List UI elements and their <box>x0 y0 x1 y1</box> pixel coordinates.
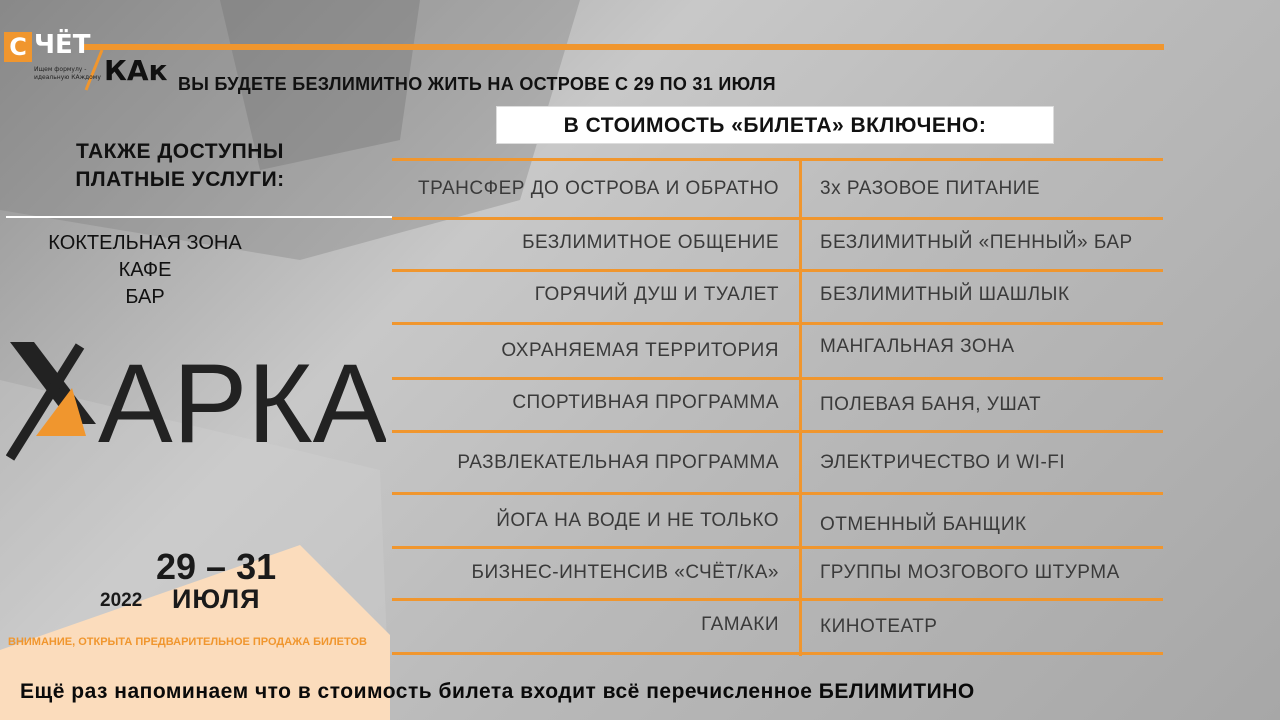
arka-wordmark: АРКА <box>98 341 386 466</box>
included-item-left: РАЗВЛЕКАТЕЛЬНАЯ ПРОГРАММА <box>457 452 779 473</box>
included-item-left: БИЗНЕС-ИНТЕНСИВ «СЧЁТ/КА» <box>471 562 779 583</box>
footer-reminder: Ещё раз напоминаем что в стоимость билета входит всё перечисленное БЕЛИМИТИНО <box>20 680 975 703</box>
table-row-divider <box>392 492 1163 495</box>
included-item-left: ГОРЯЧИЙ ДУШ И ТУАЛЕТ <box>534 284 779 305</box>
included-title: В СТОИМОСТЬ «БИЛЕТА» ВКЛЮЧЕНО: <box>496 106 1054 144</box>
table-row-divider <box>392 269 1163 272</box>
paid-title-line: ПЛАТНЫЕ УСЛУГИ: <box>75 168 285 191</box>
paid-title-line: ТАКЖЕ ДОСТУПНЫ <box>76 140 284 163</box>
table-row-divider <box>392 430 1163 433</box>
included-item-right: ОТМЕННЫЙ БАНЩИК <box>820 514 1027 535</box>
paid-service-item: КОКТЕЛЬНАЯ ЗОНА <box>48 232 242 254</box>
included-item-left: СПОРТИВНАЯ ПРОГРАММА <box>512 392 779 413</box>
included-item-right: 3х РАЗОВОЕ ПИТАНИЕ <box>820 178 1041 199</box>
included-item-right: БЕЗЛИМИТНЫЙ ШАШЛЫК <box>820 284 1070 305</box>
date-range: 29 – 31 <box>156 546 277 587</box>
included-item-right: ПОЛЕВАЯ БАНЯ, УШАТ <box>820 394 1042 415</box>
headline: ВЫ БУДЕТЕ БЕЗЛИМИТНО ЖИТЬ НА ОСТРОВЕ С 29 ПО 31 ИЮЛЯ <box>178 74 776 94</box>
included-item-right: КИНОТЕАТР <box>820 616 938 637</box>
table-row-divider <box>392 377 1163 380</box>
table-row-divider <box>392 217 1163 220</box>
paid-service-item: КАФЕ <box>118 259 172 281</box>
included-item-left: БЕЗЛИМИТНОЕ ОБЩЕНИЕ <box>522 232 779 253</box>
table-row-divider <box>392 322 1163 325</box>
logo-ka: КАк <box>104 54 168 87</box>
paid-service-item: БАР <box>125 286 165 308</box>
arka-logo-icon <box>6 338 386 468</box>
included-item-right: ЭЛЕКТРИЧЕСТВО И WI-FI <box>820 452 1066 473</box>
top-accent-line <box>80 44 1164 50</box>
table-row-divider <box>392 158 1163 161</box>
included-item-left: ГАМАКИ <box>701 614 779 635</box>
table-vertical-divider <box>799 158 802 656</box>
logo-letter-c: С <box>4 32 32 62</box>
table-row-divider <box>392 546 1163 549</box>
arka-logo <box>6 338 386 472</box>
paid-services-list <box>0 230 290 311</box>
included-item-left: ОХРАНЯЕМАЯ ТЕРРИТОРИЯ <box>501 340 779 361</box>
table-row-divider <box>392 652 1163 655</box>
included-item-left: ЙОГА НА ВОДЕ И НЕ ТОЛЬКО <box>496 510 779 531</box>
included-item-right: МАНГАЛЬНАЯ ЗОНА <box>820 336 1015 357</box>
table-row-divider <box>392 598 1163 601</box>
paid-services-title <box>20 138 340 194</box>
ticket-sale-notice: ВНИМАНИЕ, ОТКРЫТА ПРЕДВАРИТЕЛЬНОЕ ПРОДАЖА БИЛЕТОВ <box>8 636 367 648</box>
included-item-right: БЕЗЛИМИТНЫЙ «ПЕННЫЙ» БАР <box>820 232 1133 253</box>
included-item-left: ТРАНСФЕР ДО ОСТРОВА И ОБРАТНО <box>418 178 779 199</box>
logo-tagline: Ищем формулу - идеальную КАждому <box>34 66 101 81</box>
date-year: 2022 <box>100 590 143 611</box>
date-month: ИЮЛЯ <box>172 584 261 614</box>
included-item-right: ГРУППЫ МОЗГОВОГО ШТУРМА <box>820 562 1120 583</box>
logo-chot: ЧЁТ <box>34 30 91 60</box>
divider <box>6 216 392 218</box>
